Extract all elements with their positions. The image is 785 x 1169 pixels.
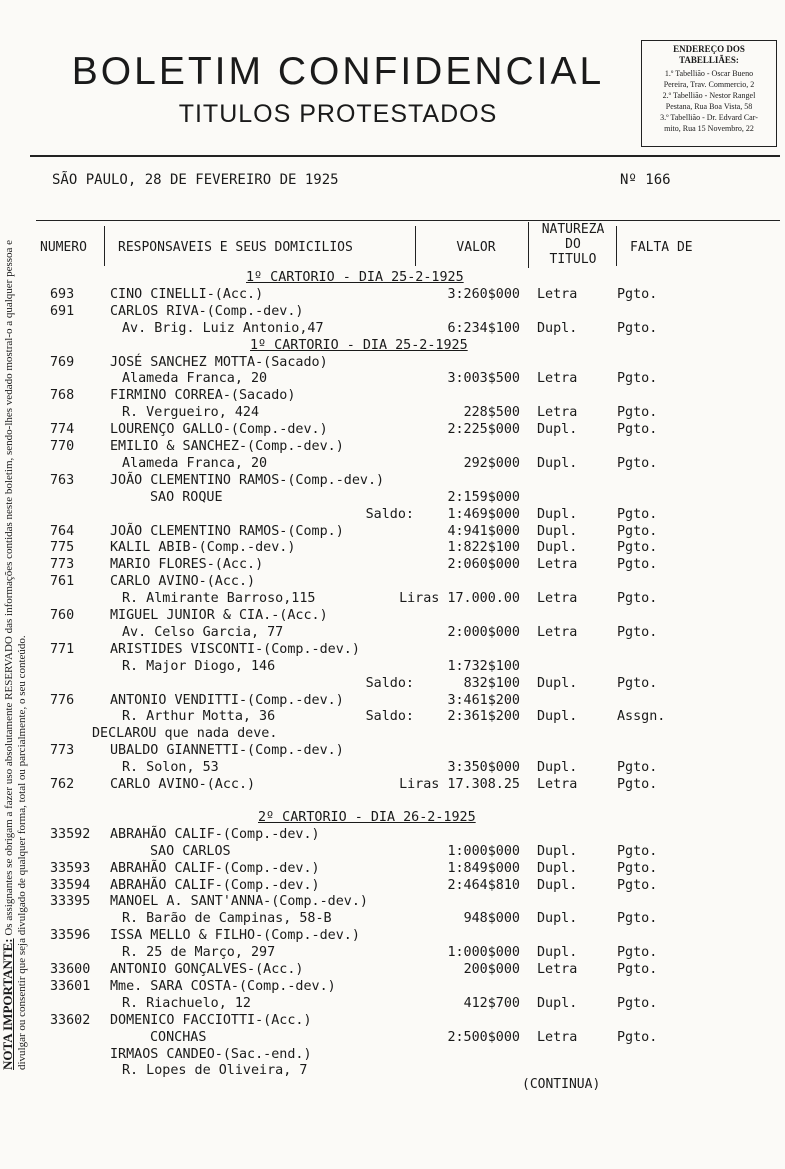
title-nature: Letra [537,591,578,607]
debtor-name: ABRAHÃO CALIF-(Comp.-dev.) [110,877,320,893]
entry-value: 228$500 [463,405,520,421]
debtor-name: FIRMINO CORREA-(Sacado) [110,388,296,404]
table-row [0,1047,785,1064]
title-nature: Letra [537,624,578,640]
entry-number: 773 [50,557,75,573]
debtor-address: R. Arthur Motta, 36 [122,709,276,725]
table-row [0,490,785,507]
debtor-city: SAO ROQUE [150,489,223,505]
debtor-address: R. Riachuelo, 12 [122,995,251,1011]
table-row [0,743,785,760]
table-row [0,321,785,338]
table-row [0,642,785,659]
title-nature: Letra [537,962,578,977]
table-row [0,760,785,777]
protest-reason: Pgto. [617,371,658,387]
protest-reason: Pgto. [617,675,658,691]
protest-reason: Pgto. [617,320,658,336]
title-nature: Dupl. [537,455,578,471]
table-row [0,676,785,693]
debtor-name: MANOEL A. SANT'ANNA-(Comp.-dev.) [110,894,368,910]
protest-reason: Pgto. [617,1029,658,1045]
table-row [0,456,785,473]
protest-reason: Pgto. [617,760,658,776]
table-row [0,540,785,557]
debtor-address: R. Lopes de Oliveira, 7 [122,1063,308,1079]
dateline: SÃO PAULO, 28 DE FEVEREIRO DE 1925 [52,172,339,188]
debtor-address: R. Major Diogo, 146 [122,658,276,674]
protest-reason: Pgto. [617,945,658,961]
protest-reason: Pgto. [617,405,658,421]
table-row [0,287,785,304]
entry-value: 3:260$000 [447,286,520,302]
saldo-label: Saldo: [365,506,414,522]
debtor-name: KALIL ABIB-(Comp.-dev.) [110,540,296,556]
header-rule [30,155,780,157]
protest-reason: Pgto. [617,843,658,859]
section-heading: 1º CARTORIO - DIA 25-2-1925 [250,337,468,353]
entry-number: 33596 [50,928,91,944]
table-row [0,355,785,372]
table-row [0,945,785,962]
title-nature: Dupl. [537,945,578,961]
entry-number: 33600 [50,962,91,977]
entry-number: 33592 [50,826,91,842]
title-nature: Letra [537,405,578,421]
issue-number: Nº 166 [620,172,671,188]
title-nature: Dupl. [537,540,578,556]
entry-number: 761 [50,574,75,590]
debtor-name: DOMENICO FACCIOTTI-(Acc.) [110,1012,312,1028]
col-divider [528,222,529,268]
entry-value: 2:464$810 [447,877,520,893]
entry-number: 764 [50,523,75,539]
debtor-name: JOSÉ SANCHEZ MOTTA-(Sacado) [110,354,328,370]
title-nature: Letra [537,1029,578,1045]
protest-reason: Pgto. [617,506,658,522]
protest-reason: Pgto. [617,624,658,640]
entry-number: 775 [50,540,75,556]
debtor-address: R. Solon, 53 [122,760,219,776]
continued-marker: (CONTINUA) [522,1077,601,1092]
bulletin-subtitle: TITULOS PROTESTADOS [178,100,498,128]
debtor-city: CONCHAS [150,1029,207,1045]
debtor-name: CARLO AVINO-(Acc.) [110,574,256,590]
table-row [0,777,785,794]
entry-number: 762 [50,777,75,792]
entry-value: 2:159$000 [447,489,520,505]
table-row [0,709,785,726]
protest-reason: Pgto. [617,777,658,792]
entry-number: 769 [50,354,75,370]
debtor-address: Av. Brig. Luiz Antonio,47 [122,320,324,336]
debtor-name: ISSA MELLO & FILHO-(Comp.-dev.) [110,928,360,944]
protest-reason: Pgto. [617,422,658,438]
debtor-address: Av. Celso Garcia, 77 [122,624,284,640]
debtor-name: CARLOS RIVA-(Comp.-dev.) [110,303,304,319]
protest-reason: Pgto. [617,557,658,573]
entry-number: 768 [50,388,75,404]
debtor-name: EMILIO & SANCHEZ-(Comp.-dev.) [110,439,344,454]
debtor-name: CINO CINELLI-(Acc.) [110,286,264,302]
entry-value: 1:000$000 [447,843,520,859]
debtor-address: R. Barão de Campinas, 58-B [122,911,332,927]
title-nature: Letra [537,286,578,302]
debtor-name: IRMAOS CANDEO-(Sac.-end.) [110,1046,312,1062]
protest-reason: Pgto. [617,860,658,876]
debtor-name: JOÃO CLEMENTINO RAMOS-(Comp.) [110,523,344,539]
entry-value: 832$100 [463,675,520,691]
debtor-name: MARIO FLORES-(Acc.) [110,557,264,573]
entry-value: 6:234$100 [447,320,520,336]
entry-value: 1:732$100 [447,658,520,674]
table-row [0,524,785,541]
notary-line: mito, Rua 15 Novembro, 22 [664,124,754,133]
entry-value: 292$000 [463,455,520,471]
title-nature: Dupl. [537,911,578,927]
table-row [0,1013,785,1030]
entry-number: 776 [50,692,75,708]
table-row [0,911,785,928]
col-divider [104,226,105,266]
entry-value: 1:000$000 [447,945,520,961]
table-row [0,557,785,574]
natureza-line: TITULO [549,252,597,267]
entry-value: 2:060$000 [447,557,520,573]
debtor-name: ANTONIO VENDITTI-(Comp.-dev.) [110,692,344,708]
col-header-valor: VALOR [456,240,496,255]
title-nature: Dupl. [537,843,578,859]
title-nature: Dupl. [537,995,578,1011]
entry-number: 770 [50,439,75,454]
table-row [0,304,785,321]
entry-value: 948$000 [463,911,520,927]
debtor-address: Alameda Franca, 20 [122,455,268,471]
entry-value: 2:361$200 [447,709,520,725]
protest-reason: Pgto. [617,877,658,893]
table-row [0,844,785,861]
entry-number: 763 [50,472,75,488]
table-row [0,625,785,642]
entry-value: 2:000$000 [447,624,520,640]
debtor-name: ABRAHÃO CALIF-(Comp.-dev.) [110,860,320,876]
table-top-rule [36,220,780,221]
col-header-falta: FALTA DE [630,240,693,255]
entry-value: 1:469$000 [447,506,520,522]
entry-value: 2:500$000 [447,1029,520,1045]
title-nature: Dupl. [537,860,578,876]
table-row [0,405,785,422]
entry-value-liras: Liras 17.000.00 [399,591,520,607]
debtor-name: UBALDO GIANNETTI-(Comp.-dev.) [110,743,344,759]
section-heading: 2º CARTORIO - DIA 26-2-1925 [258,809,476,825]
entry-number: 33601 [50,978,91,994]
protest-reason: Pgto. [617,591,658,607]
table-row [0,574,785,591]
title-nature: Dupl. [537,675,578,691]
protest-reason: Pgto. [617,455,658,471]
entry-number: 691 [50,303,75,319]
bulletin-title: BOLETIM CONFIDENCIAL [71,50,605,93]
notary-line: Pereira, Trav. Commercio, 2 [663,80,755,89]
table-row [0,422,785,439]
table-row [0,388,785,405]
title-nature: Dupl. [537,320,578,336]
table-row [0,861,785,878]
protest-reason: Pgto. [617,911,658,927]
protest-reason: Pgto. [617,995,658,1011]
entry-number: 33594 [50,877,91,893]
title-nature: Dupl. [537,506,578,522]
title-nature: Letra [537,557,578,573]
title-nature: Dupl. [537,760,578,776]
table-row [0,659,785,676]
table-row [0,979,785,996]
debtor-address: R. Almirante Barroso,115 [122,591,316,607]
debtor-name: Mme. SARA COSTA-(Comp.-dev.) [110,978,336,994]
debtor-name: ABRAHÃO CALIF-(Comp.-dev.) [110,826,320,842]
table-row [0,996,785,1013]
protest-reason: Pgto. [617,523,658,539]
debtor-name: LOURENÇO GALLO-(Comp.-dev.) [110,422,328,438]
entry-number: 760 [50,608,75,623]
entry-number: 773 [50,743,75,759]
table-row [0,894,785,911]
entry-value: 3:461$200 [447,692,520,708]
table-row [0,1063,785,1080]
title-nature: Letra [537,777,578,792]
table-row [0,962,785,979]
entry-number: 693 [50,286,75,302]
table-row [0,693,785,710]
entry-number: 33602 [50,1012,91,1028]
debtor-name: MIGUEL JUNIOR & CIA.-(Acc.) [110,608,328,623]
entry-value: 200$000 [463,962,520,977]
table-row [0,439,785,456]
title-nature: Dupl. [537,877,578,893]
entry-value: 1:849$000 [447,860,520,876]
debtor-address: R. 25 de Março, 297 [122,945,276,961]
entry-number: 33593 [50,860,91,876]
notary-box-heading: ENDEREÇO DOS TABELLIÃES: [673,44,745,65]
table-row [0,507,785,524]
col-header-numero: NUMERO [40,240,87,255]
title-nature: Dupl. [537,422,578,438]
notary-line: 3.º Tabellião - Dr. Edvard Car- [660,113,758,122]
entry-value: 3:350$000 [447,760,520,776]
table-row [0,473,785,490]
saldo-label: Saldo: [365,675,414,691]
title-nature: Dupl. [537,709,578,725]
table-row [0,827,785,844]
col-divider [415,226,416,266]
notary-line: 1.º Tabellião - Oscar Bueno [664,69,754,78]
entry-value: 412$700 [463,995,520,1011]
entry-value: 1:822$100 [447,540,520,556]
entry-value: 4:941$000 [447,523,520,539]
table-row [0,591,785,608]
table-row [0,726,785,743]
table-row [0,1030,785,1047]
table-row [0,928,785,945]
title-nature: Dupl. [537,523,578,539]
table-row [0,608,785,625]
protest-reason: Pgto. [617,962,658,977]
debtor-name: CARLO AVINO-(Acc.) [110,777,256,792]
notary-line: Pestana, Rua Boa Vista, 58 [665,102,753,111]
notary-address-box [641,40,777,147]
entry-note: DECLAROU que nada deve. [92,726,278,742]
debtor-address: Alameda Franca, 20 [122,371,268,387]
saldo-label: Saldo: [365,709,414,725]
debtor-name: ARISTIDES VISCONTI-(Comp.-dev.) [110,641,360,657]
protest-reason: Pgto. [617,286,658,302]
title-nature: Letra [537,371,578,387]
entry-value-liras: Liras 17.308.25 [399,777,520,792]
entry-value: 3:003$500 [447,371,520,387]
side-note-label: NOTA IMPORTANTE: [0,938,15,1070]
table-row [0,878,785,895]
debtor-name: ANTONIO GONÇALVES-(Acc.) [110,962,304,977]
entry-number: 774 [50,422,75,438]
debtor-name: JOÃO CLEMENTINO RAMOS-(Comp.-dev.) [110,472,385,488]
protest-reason: Pgto. [617,540,658,556]
col-header-natureza [530,222,616,267]
col-header-responsaveis: RESPONSAVEIS E SEUS DOMICILIOS [118,240,353,255]
section-heading: 1º CARTORIO - DIA 25-2-1925 [246,270,464,285]
entry-number: 33395 [50,894,91,910]
col-divider [616,226,617,266]
protest-reason: Assgn. [617,709,666,725]
natureza-line: NATUREZA [541,222,605,237]
notary-line: 2.º Tabellião - Nestor Rangel [662,91,756,100]
debtor-address: R. Vergueiro, 424 [122,405,260,421]
entry-number: 771 [50,641,75,657]
natureza-line: DO [565,237,581,252]
side-note-text: Os assignantes se obrigam a fazer uso absolutamente RESERVADO das informações contidas neste boletim, sendo-lhes vedado mostral-o a qualquer pessoa e divulgar ou consentir que seja divulgado de qualquer forma, total ou parcialmente, o seu conteúdo. [3,239,28,1070]
table-row [0,371,785,388]
entry-value: 2:225$000 [447,422,520,438]
debtor-city: SAO CARLOS [150,843,231,859]
